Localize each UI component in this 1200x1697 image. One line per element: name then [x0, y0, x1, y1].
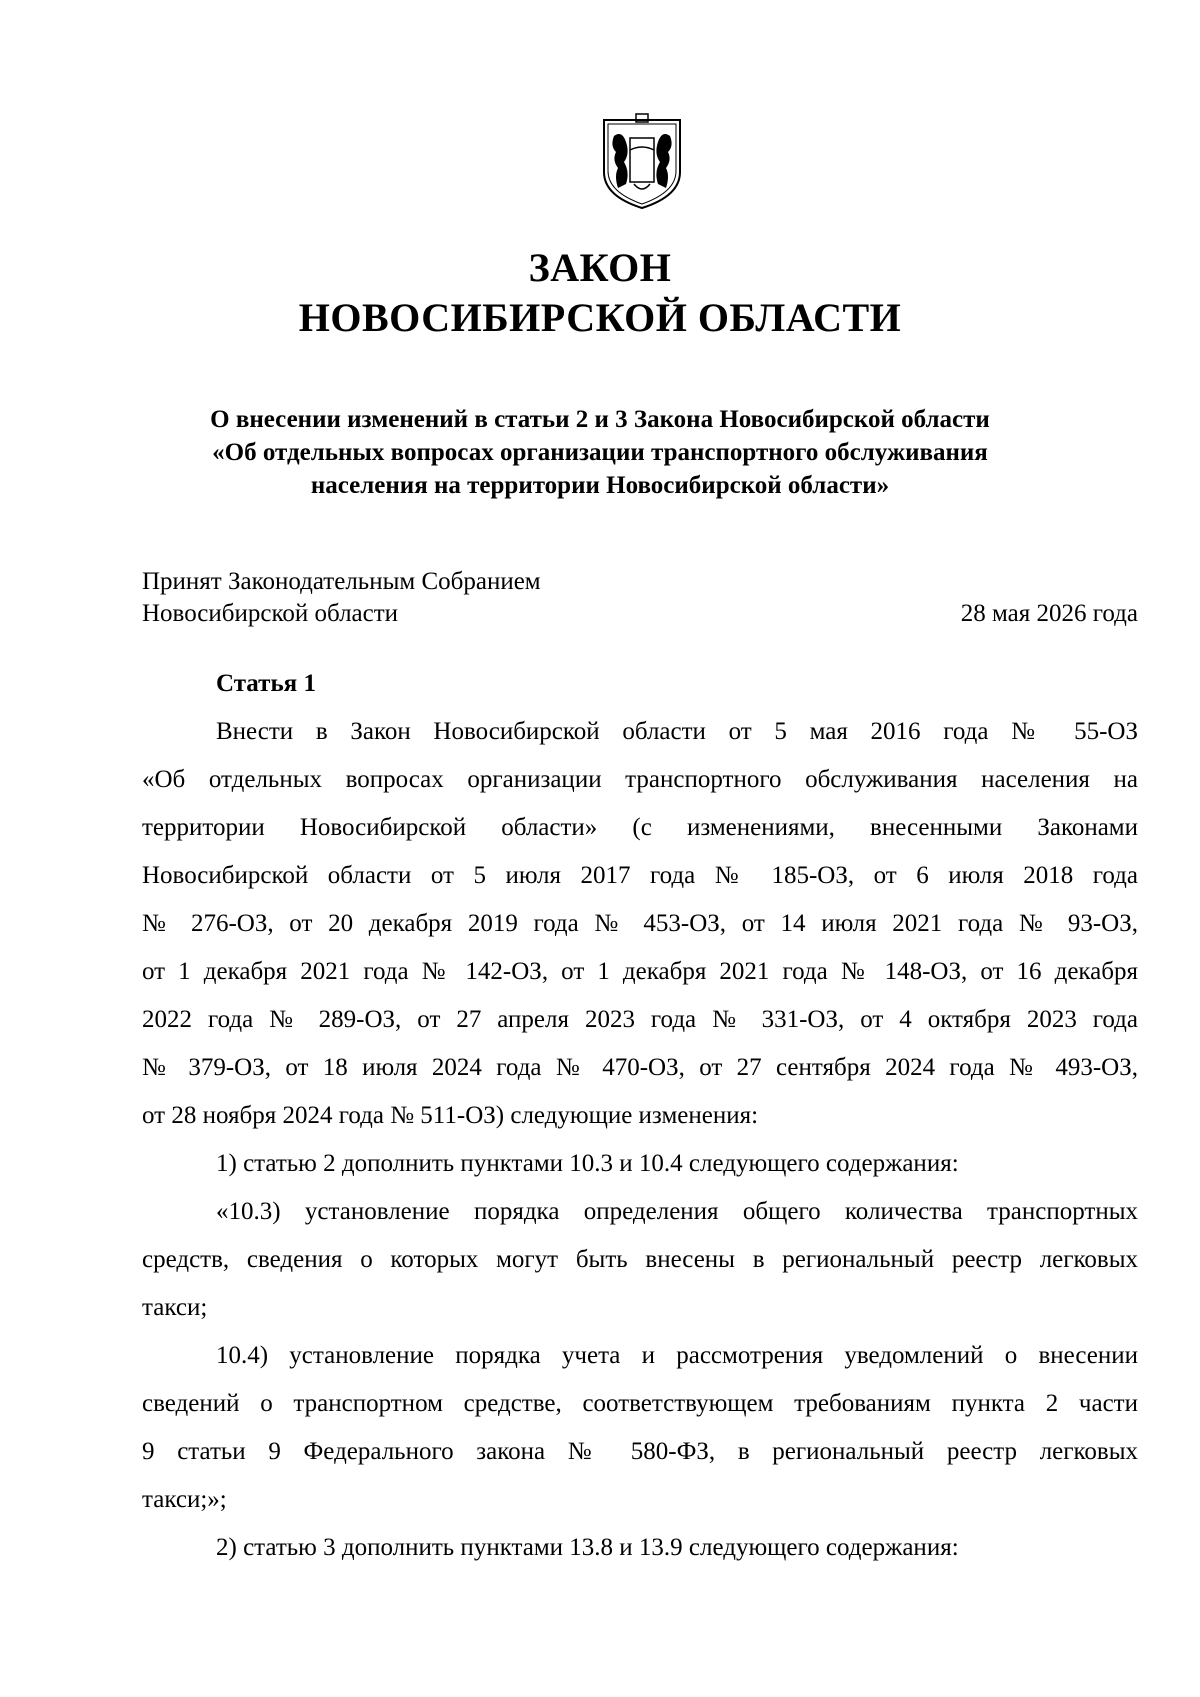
article-body-line: «Об отдельных вопросах организации транспортного обслуживания населения на — [142, 766, 1138, 793]
adoption-date: 28 мая 2026 года — [960, 600, 1138, 627]
clause-10-4-line: сведений о транспортном средстве, соответствующем требованиям пункта 2 части — [142, 1390, 1138, 1417]
clause-10-3-line: средств, сведения о которых могут быть внесены в региональный реестр легковых — [142, 1246, 1138, 1273]
article-body-line: 2022 года № 289-ОЗ, от 27 апреля 2023 года № 331-ОЗ, от 4 октября 2023 года — [142, 1006, 1138, 1033]
adoption-line-2: Новосибирской области — [142, 600, 399, 627]
article-body-line: от 1 декабря 2021 года № 142-ОЗ, от 1 декабря 2021 года № 148-ОЗ, от 16 декабря — [142, 958, 1138, 985]
clause-10-3-line: такси; — [142, 1294, 208, 1321]
article-body-line: № 276-ОЗ, от 20 декабря 2019 года № 453-ОЗ, от 14 июля 2021 года № 93-ОЗ, — [142, 910, 1138, 937]
law-subject-line-2: «Об отдельных вопросах организации транспортного обслуживания — [212, 439, 988, 466]
amendment-item-1: 1) статью 2 дополнить пунктами 10.3 и 10.4 следующего содержания: — [216, 1150, 959, 1177]
article-body-line: Внести в Закон Новосибирской области от 5 мая 2016 года № 55-ОЗ — [216, 718, 1138, 745]
adoption-line-1: Принят Законодательным Собранием — [142, 568, 541, 595]
amendment-item-2: 2) статью 3 дополнить пунктами 13.8 и 13.9 следующего содержания: — [216, 1534, 959, 1561]
clause-10-4-line: 10.4) установление порядка учета и рассмотрения уведомлений о внесении — [216, 1342, 1138, 1369]
law-title: ЗАКОН — [528, 245, 672, 290]
article-body-line: территории Новосибирской области» (с изменениями, внесенными Законами — [142, 814, 1138, 841]
clause-10-4-line: 9 статьи 9 Федерального закона № 580-ФЗ, в региональный реестр легковых — [142, 1438, 1138, 1465]
article-body-line: № 379-ОЗ, от 18 июля 2024 года № 470-ОЗ, от 27 сентября 2024 года № 493-ОЗ, — [142, 1054, 1138, 1081]
article-heading: Статья 1 — [216, 670, 316, 697]
article-body-line: Новосибирской области от 5 июля 2017 года № 185-ОЗ, от 6 июля 2018 года — [142, 862, 1138, 889]
clause-10-3-line: «10.3) установление порядка определения общего количества транспортных — [216, 1198, 1138, 1225]
law-region-title: НОВОСИБИРСКОЙ ОБЛАСТИ — [298, 295, 902, 340]
clause-10-4-line: такси;»; — [142, 1486, 227, 1513]
law-subject-line-1: О внесении изменений в статьи 2 и 3 Закона Новосибирской области — [210, 406, 990, 433]
article-body-line: от 28 ноября 2024 года № 511-ОЗ) следующие изменения: — [142, 1102, 759, 1129]
law-subject-line-3: населения на территории Новосибирской области» — [310, 472, 890, 499]
coat-of-arms-emblem — [600, 112, 684, 212]
